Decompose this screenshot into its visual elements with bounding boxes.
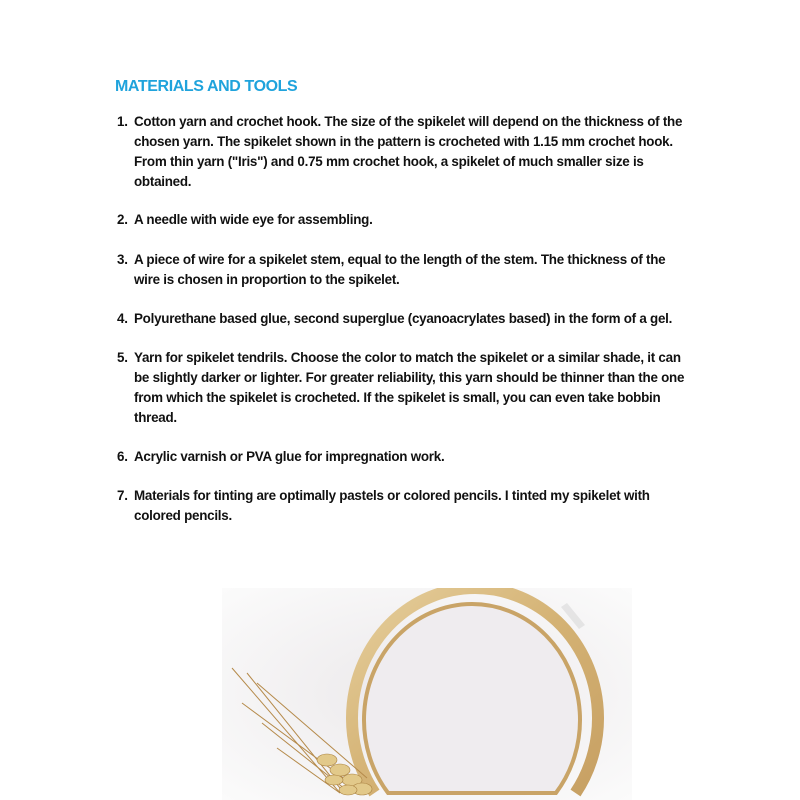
- item-text: Yarn for spikelet tendrils. Choose the color to match the spikelet or a similar shade, it can: [134, 350, 681, 365]
- section-heading: MATERIALS AND TOOLS: [115, 78, 298, 95]
- list-item: [117, 210, 373, 230]
- item-number: 5.: [117, 350, 128, 365]
- item-text: be slightly darker or lighter. For greater reliability, this yarn should be thinner than the one: [134, 370, 685, 385]
- item-text: wire is chosen in proportion to the spikelet.: [134, 272, 400, 287]
- embroidery-hoop-photo: [222, 588, 632, 800]
- item-text: A piece of wire for a spikelet stem, equal to the length of the stem. The thickness of the: [134, 252, 666, 267]
- item-text: From thin yarn ("Iris") and 0.75 mm crochet hook, a spikelet of much smaller size is: [134, 154, 644, 169]
- item-text: Acrylic varnish or PVA glue for impregnation work.: [134, 449, 445, 464]
- item-text: A needle with wide eye for assembling.: [134, 212, 373, 227]
- item-text: Polyurethane based glue, second superglue (cyanoacrylates based) in the form of a gel.: [134, 311, 673, 326]
- item-text: from which the spikelet is crocheted. If the spikelet is small, you can even take bobbin: [134, 390, 661, 405]
- item-number: 6.: [117, 449, 128, 464]
- item-number: 3.: [117, 252, 128, 267]
- item-text: colored pencils.: [134, 508, 232, 523]
- item-number: 1.: [117, 114, 128, 129]
- item-text: obtained.: [134, 174, 192, 189]
- item-number: 2.: [117, 212, 128, 227]
- list-item: [117, 348, 684, 428]
- item-text: chosen yarn. The spikelet shown in the pattern is crocheted with 1.15 mm crochet hook.: [134, 134, 673, 149]
- list-item: [117, 486, 650, 526]
- item-number: 7.: [117, 488, 128, 503]
- list-item: [117, 309, 672, 329]
- list-item: [117, 112, 682, 192]
- list-item: [117, 250, 665, 290]
- item-text: Materials for tinting are optimally pastels or colored pencils. I tinted my spikelet with: [134, 488, 650, 503]
- item-number: 4.: [117, 311, 128, 326]
- item-text: Cotton yarn and crochet hook. The size of the spikelet will depend on the thickness of the: [134, 114, 683, 129]
- list-item: [117, 447, 444, 467]
- item-text: thread.: [134, 410, 177, 425]
